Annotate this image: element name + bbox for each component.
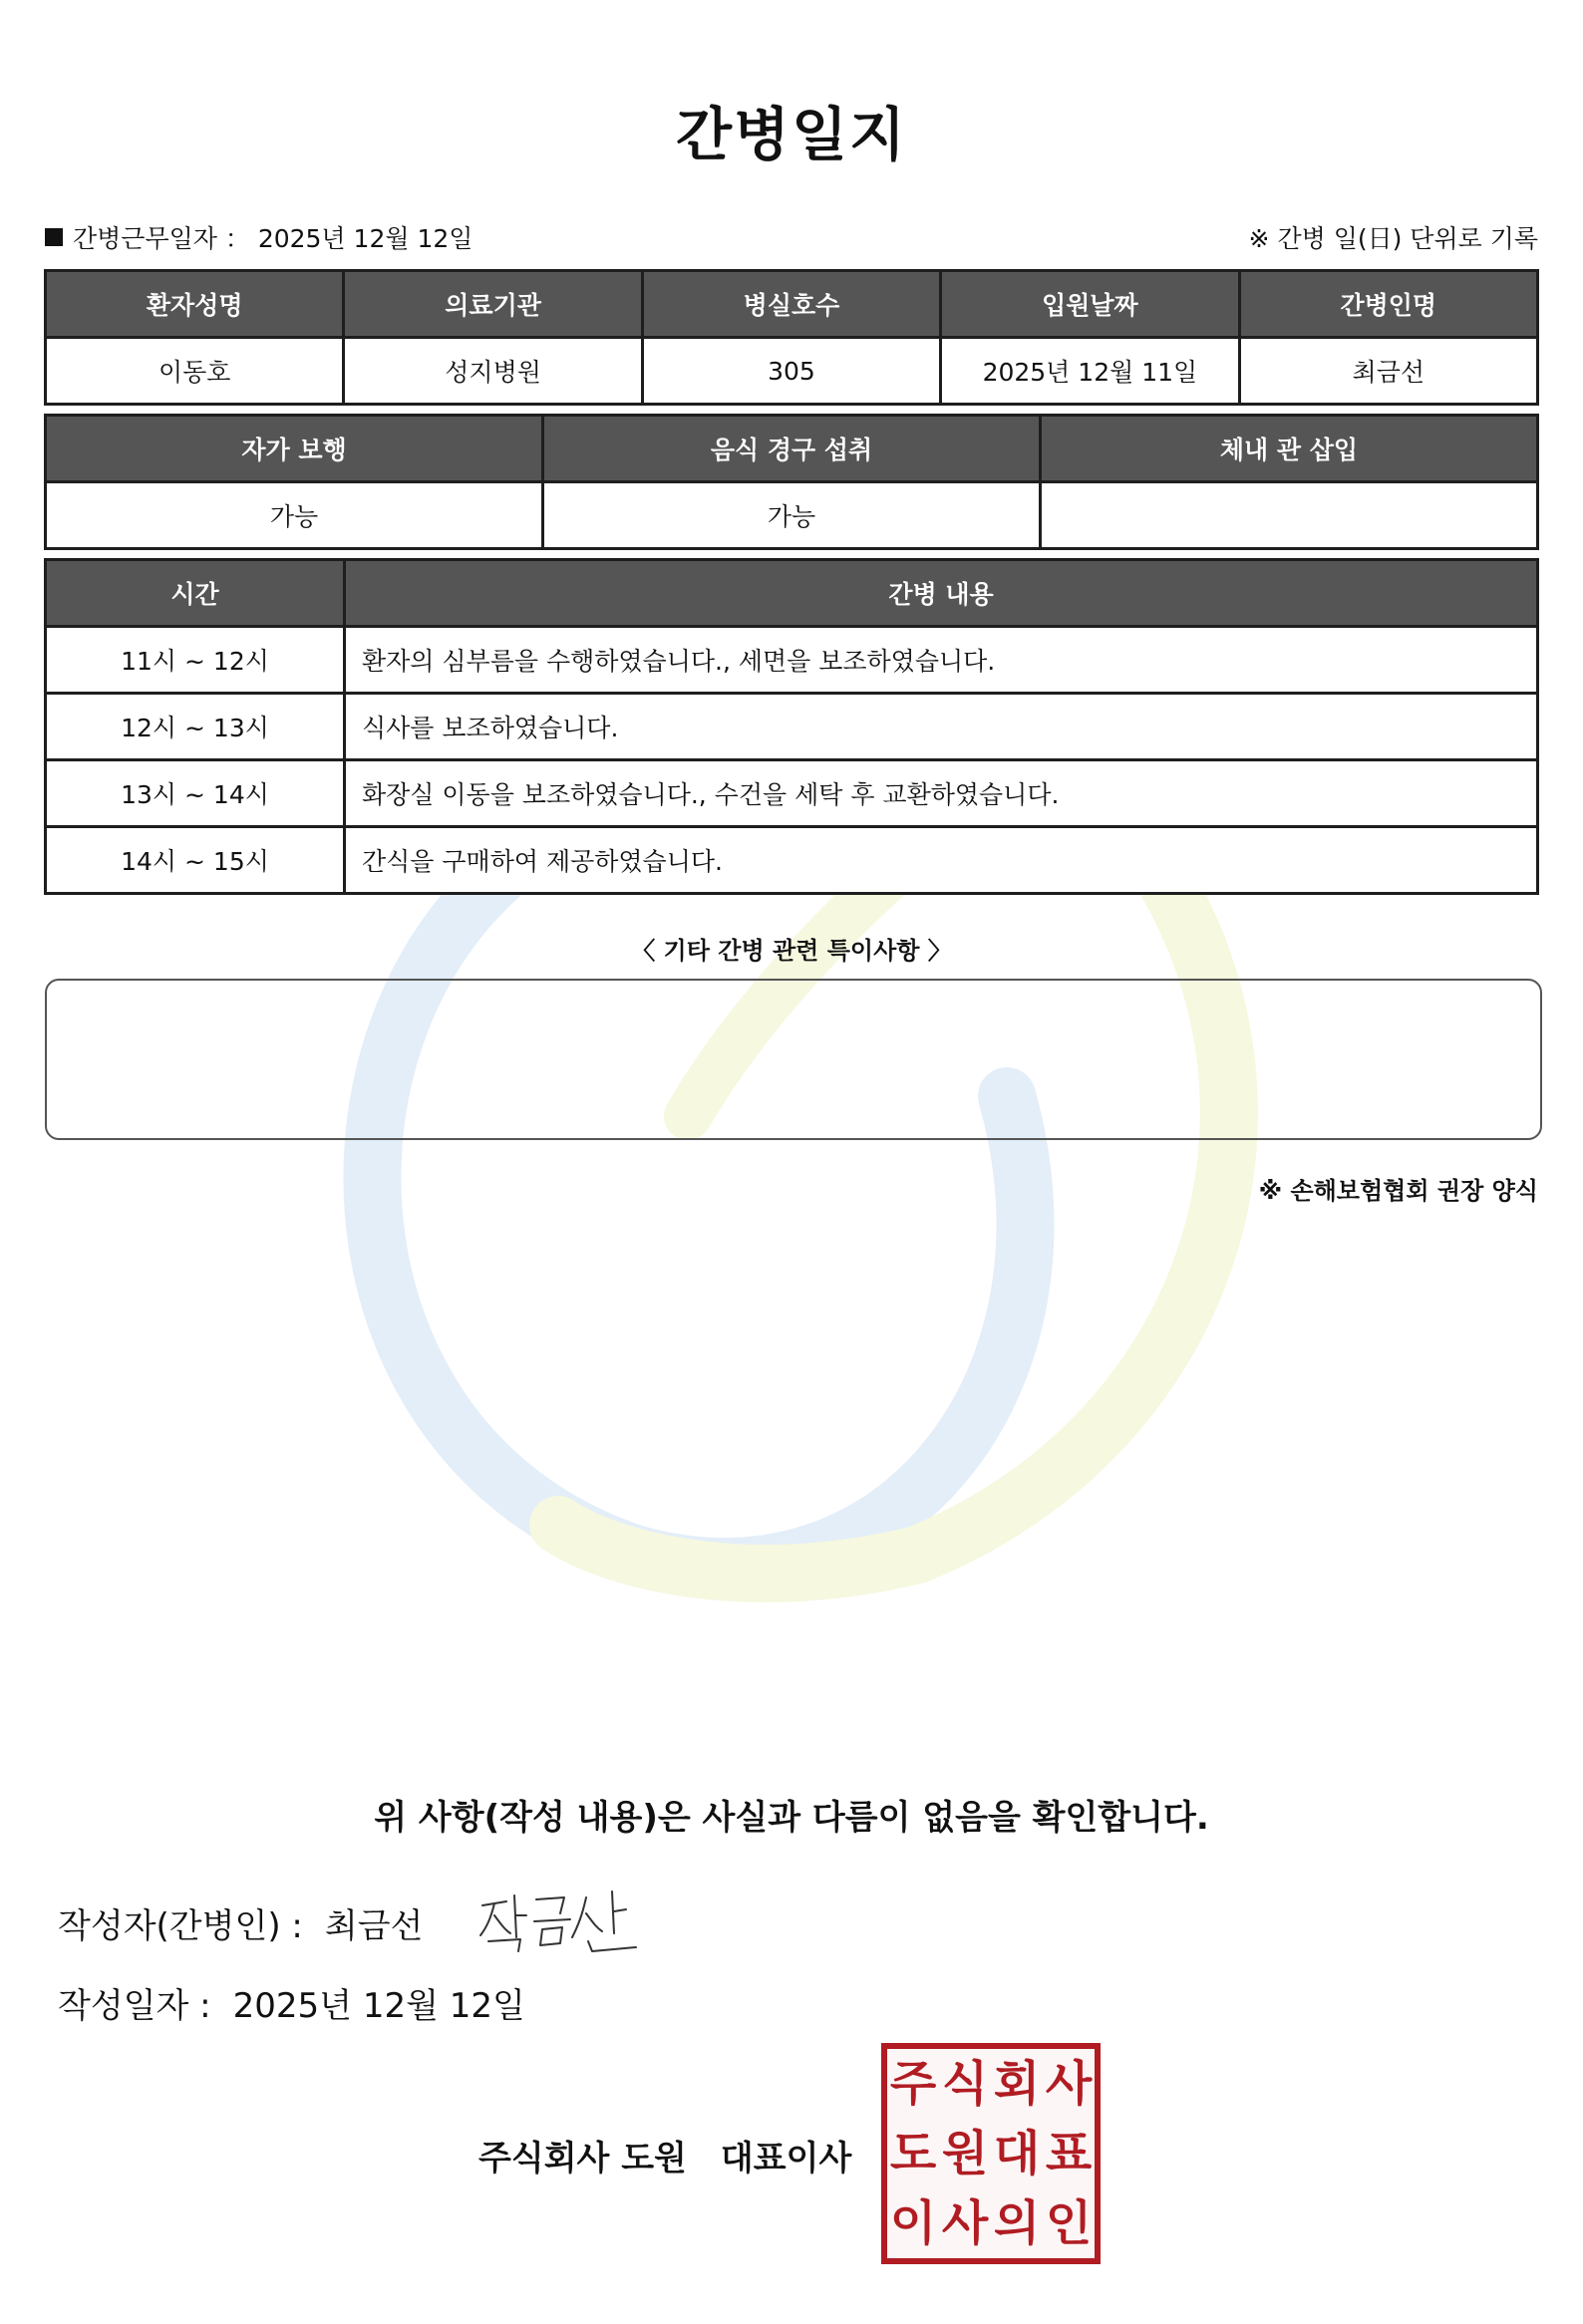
handwritten-signature [476, 1886, 646, 1955]
document-title: 간병일지 [675, 101, 908, 168]
header-tube-insertion: 체내 관 삽입 [1041, 416, 1538, 482]
care-time: 11시 ~ 12시 [46, 627, 345, 694]
company-name: 주식회사 도원 [478, 2139, 687, 2179]
special-notes-box [45, 979, 1542, 1140]
patient-value-row [46, 338, 1538, 405]
care-log-table [44, 558, 1539, 895]
value-patient-name: 이동호 [46, 338, 344, 405]
header-oral-intake: 음식 경구 섭취 [543, 416, 1041, 482]
confirmation-statement: 위 사항(작성 내용)은 사실과 다름이 없음을 확인합니다. [374, 1798, 1209, 1838]
company-seal: 주 식 회 사 도 원 대 표 이 사 의 인 [881, 2043, 1101, 2264]
value-hospital: 성지병원 [344, 338, 642, 405]
status-header-row [46, 416, 1538, 482]
care-time: 14시 ~ 15시 [46, 827, 345, 894]
value-self-walking: 가능 [46, 482, 543, 549]
special-notes-title: 〈 기타 간병 관련 특이사항 〉 [631, 937, 952, 965]
header-patient-name: 환자성명 [46, 271, 344, 338]
care-content: 식사를 보조하였습니다. [345, 694, 1538, 760]
value-room-number: 305 [642, 338, 940, 405]
author-name: 최금선 [324, 1906, 424, 1946]
issuer-line [478, 2131, 851, 2179]
care-time: 13시 ~ 14시 [46, 760, 345, 827]
square-bullet-icon [45, 228, 63, 246]
value-admission-date: 2025년 12월 11일 [941, 338, 1239, 405]
care-content: 화장실 이동을 보조하였습니다., 수건을 세탁 후 교환하였습니다. [345, 760, 1538, 827]
work-date-value: 2025년 12월 12일 [257, 224, 474, 253]
written-date-line [58, 1978, 525, 2027]
patient-status-table [44, 414, 1539, 550]
author-label: 작성자(간병인) : [58, 1906, 303, 1946]
table-row [46, 760, 1538, 827]
patient-info-table [44, 269, 1539, 406]
care-time: 12시 ~ 13시 [46, 694, 345, 760]
work-date-label: 간병근무일자 ： [73, 224, 250, 253]
header-time: 시간 [46, 560, 345, 627]
header-self-walking: 자가 보행 [46, 416, 543, 482]
header-hospital: 의료기관 [344, 271, 642, 338]
value-tube-insertion [1041, 482, 1538, 549]
status-value-row [46, 482, 1538, 549]
table-row [46, 694, 1538, 760]
care-content: 환자의 심부름을 수행하였습니다., 세면을 보조하였습니다. [345, 627, 1538, 694]
header-admission-date: 입원날짜 [941, 271, 1239, 338]
patient-header-row [46, 271, 1538, 338]
work-date-line [45, 219, 473, 255]
header-care-content: 간병 내용 [345, 560, 1538, 627]
header-room-number: 병실호수 [642, 271, 940, 338]
header-caregiver-name: 간병인명 [1239, 271, 1537, 338]
value-caregiver-name: 최금선 [1239, 338, 1537, 405]
written-date-value: 2025년 12월 12일 [232, 1986, 525, 2026]
care-header-row [46, 560, 1538, 627]
form-source-note: ※ 손해보험협회 권장 양식 [1258, 1177, 1538, 1205]
value-oral-intake: 가능 [543, 482, 1041, 549]
record-note: ※ 간병 일(日) 단위로 기록 [1248, 224, 1538, 253]
table-row [46, 627, 1538, 694]
issuer-title: 대표이사 [720, 2139, 852, 2179]
table-row [46, 827, 1538, 894]
written-date-label: 작성일자 : [58, 1986, 211, 2026]
care-content: 간식을 구매하여 제공하였습니다. [345, 827, 1538, 894]
author-line [58, 1898, 423, 1947]
